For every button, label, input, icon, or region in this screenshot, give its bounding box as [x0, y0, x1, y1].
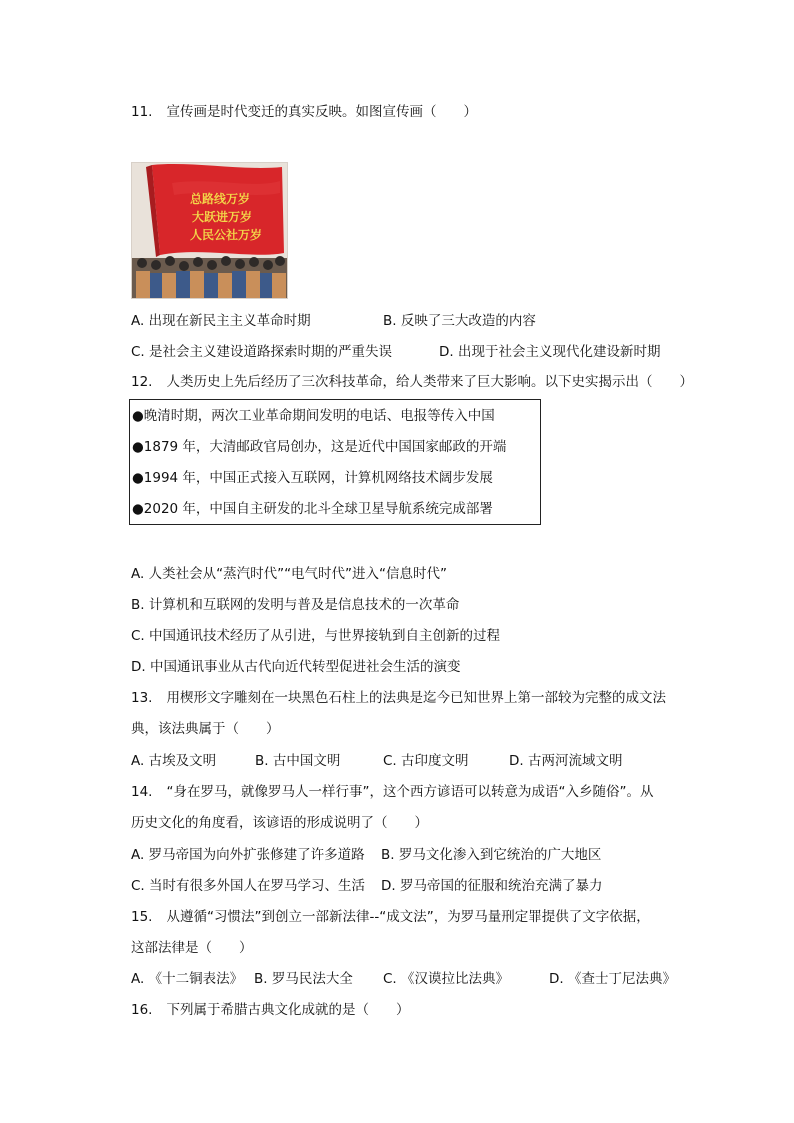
q12-option-c: C. 中国通讯技术经历了从引进，与世界接轨到自主创新的过程: [131, 628, 501, 644]
question-text: 用楔形文字雕刻在一块黑色石柱上的法典是迄今已知世界上第一部较为完整的成文法: [166, 690, 666, 706]
question-14-stem-line1: [131, 782, 653, 802]
poster-slogan-3: 人民公社万岁: [189, 228, 263, 242]
q14-option-c: C. 当时有很多外国人在罗马学习、生活: [131, 878, 366, 894]
q12-option-b: B. 计算机和互联网的发明与普及是信息技术的一次革命: [131, 597, 460, 613]
poster-slogan-1: 总路线万岁: [189, 192, 251, 206]
propaganda-poster-image: [131, 162, 288, 299]
question-text: “身在罗马，就像罗马人一样行事”，这个西方谚语可以转意为成语“入乡随俗”。从: [166, 784, 654, 800]
question-number: 11.: [131, 104, 153, 120]
question-text: 从遵循“习惯法”到创立一部新法律--“成文法”，为罗马量刑定罪提供了文字依据，: [166, 909, 650, 925]
q11-option-d: D. 出现于社会主义现代化建设新时期: [439, 344, 661, 360]
bullet-icon: ●: [132, 408, 144, 424]
question-number: 14.: [131, 784, 153, 800]
q12-option-a: A. 人类社会从“蒸汽时代”“电气时代”进入“信息时代”: [131, 566, 448, 582]
question-15-stem-line2: 这部法律是（ ）: [131, 940, 253, 956]
question-13-stem-line2: 典，该法典属于（ ）: [131, 721, 280, 737]
question-15-stem-line1: [131, 907, 650, 927]
facts-box: [129, 399, 541, 525]
question-number: 15.: [131, 909, 153, 925]
q13-option-b: B. 古中国文明: [255, 753, 341, 769]
q15-option-c: C. 《汉谟拉比法典》: [383, 971, 510, 987]
question-13-stem-line1: [131, 688, 666, 708]
question-text: 人类历史上先后经历了三次科技革命，给人类带来了巨大影响。以下史实揭示出（ ）: [166, 374, 693, 390]
question-text: 下列属于希腊古典文化成就的是（ ）: [166, 1002, 410, 1018]
bullet-icon: ●: [132, 439, 144, 455]
q11-option-c: C. 是社会主义建设道路探索时期的严重失误: [131, 344, 393, 360]
fact-item: ●1879 年，大清邮政官局创办，这是近代中国国家邮政的开端: [132, 439, 507, 455]
poster-slogan-2: 大跃进万岁: [191, 210, 253, 224]
q14-option-b: B. 罗马文化渗入到它统治的广大地区: [381, 847, 602, 863]
question-16-stem: [131, 1000, 409, 1020]
fact-item: ●1994 年，中国正式接入互联网，计算机网络技术阔步发展: [132, 470, 493, 486]
fact-item: ●晚清时期，两次工业革命期间发明的电话、电报等传入中国: [132, 408, 495, 424]
q13-option-d: D. 古两河流域文明: [509, 753, 623, 769]
q14-option-a: A. 罗马帝国为向外扩张修建了许多道路: [131, 847, 365, 863]
question-number: 13.: [131, 690, 153, 706]
fact-item: ●2020 年，中国自主研发的北斗全球卫星导航系统完成部署: [132, 501, 493, 517]
q14-option-d: D. 罗马帝国的征服和统治充满了暴力: [381, 878, 603, 894]
q15-option-d: D. 《查士丁尼法典》: [549, 971, 676, 987]
question-14-stem-line2: 历史文化的角度看，该谚语的形成说明了（ ）: [131, 815, 428, 831]
q15-option-a: A. 《十二铜表法》: [131, 971, 244, 987]
q13-option-a: A. 古埃及文明: [131, 753, 217, 769]
question-number: 12.: [131, 374, 153, 390]
question-text: 宣传画是时代变迁的真实反映。如图宣传画（ ）: [166, 104, 477, 120]
q15-option-b: B. 罗马民法大全: [254, 971, 353, 987]
q12-option-d: D. 中国通讯事业从古代向近代转型促进社会生活的演变: [131, 659, 461, 675]
bullet-icon: ●: [132, 501, 144, 517]
q11-option-a: A. 出现在新民主主义革命时期: [131, 313, 311, 329]
bullet-icon: ●: [132, 470, 144, 486]
question-12-stem: [131, 372, 693, 392]
q11-option-b: B. 反映了三大改造的内容: [383, 313, 536, 329]
q13-option-c: C. 古印度文明: [383, 753, 469, 769]
question-11-stem: [131, 102, 477, 122]
question-number: 16.: [131, 1002, 153, 1018]
